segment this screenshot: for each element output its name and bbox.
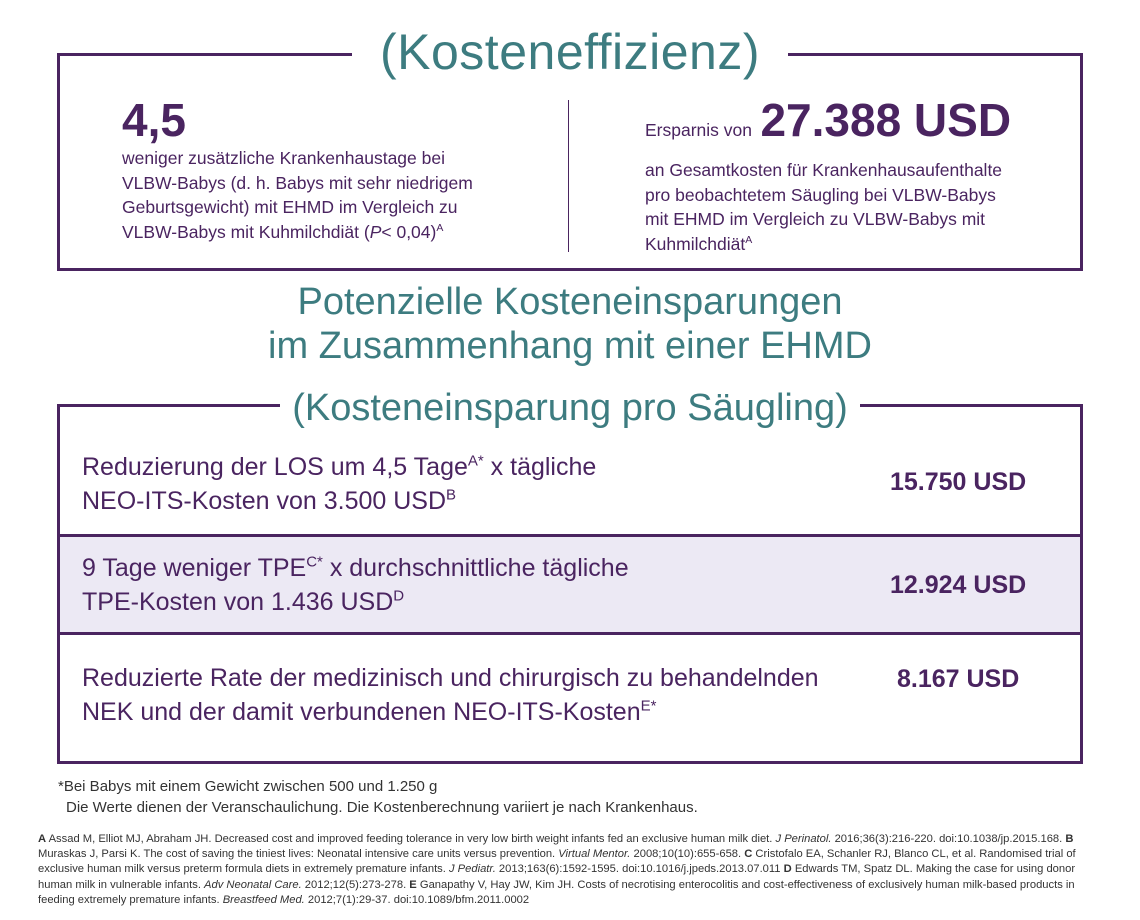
savings-row-los (60, 434, 1080, 534)
vertical-divider (568, 100, 569, 252)
weight-footnote: *Bei Babys mit einem Gewicht zwischen 500 und 1.250 g Die Werte dienen der Veranschaulichung. Die Kostenberechnung variiert je nach Krankenhaus. (58, 778, 698, 816)
stat-savings (645, 94, 1065, 256)
stat-hospital-days-number: 4,5 (122, 94, 186, 146)
stat-savings-description: an Gesamtkosten für Krankenhausaufenthalte pro beobachtetem Säugling bei VLBW-Babys mit EHMD im Vergleich zu VLBW-Babys mit Kuhmilchdiät$^A$ (645, 160, 1003, 254)
stat-savings-number: 27.388 USD (760, 94, 1012, 146)
savings-row-tpe (60, 537, 1080, 632)
savings-row-value: 8.167 USD (897, 665, 1020, 693)
stat-savings-prefix: Ersparnis von (645, 120, 752, 140)
savings-row-nek (60, 635, 1080, 761)
savings-row-label: 9 Tage weniger $TPE^{C*}$ x durchschnittliche tägliche TPE-Kosten von 1.436 $USD^D$ (82, 553, 629, 616)
savings-row-label: Reduzierte Rate der medizinisch und chirurgisch zu behandelnden NEK und der damit verbundenen NEO-ITS-Kosten$^{E*}$ (82, 664, 819, 726)
savings-row-label: Reduzierung der LOS um 4,5 Tage$^{A*}$ x tägliche NEO-ITS-Kosten von 3.500 $USD^B$ (82, 452, 597, 515)
savings-per-infant-title: (Kosteneinsparung pro Säugling) (280, 384, 860, 432)
stat-hospital-days (122, 94, 542, 244)
stat-hospital-days-description: weniger zusätzliche Krankenhaustage bei VLBW-Babys (d. h. Babys mit sehr niedrigem Geburtsgewicht) mit EHMD im Vergleich zu VLBW-Babys mit Kuhmilchdiät (P< 0,04)$^A$ (122, 148, 473, 242)
references: A Assad M, Elliot MJ, Abraham JH. Decreased cost and improved feeding tolerance in very low birth weight infants fed an exclusive human milk diet. J Perinatol. 2016;36(3):216-220. doi:10.1038/jp.2015.168. B Muraskas J, Parsi K. The cost of saving the tiniest lives: Neonatal intensive care units versus prevention. Virtual Mentor. 2008;10(10):655-658. C Cristofalo EA, Schanler RJ, Blanco CL, et al. Randomised trial of exclusive human milk versus preterm formula diets in extremely premature infants. J Pediatr. 2013;163(6):1592-1595. doi:10.1016/j.jpeds.2013.07.011 D Edwards TM, Spatz DL. Making the case for using donor human milk in vulnerable infants. Adv Neonatal Care. 2012;12(5):273-278. E Ganapathy V, Hay JW, Kim JH. Costs of necrotising enterocolitis and cost-effectiveness of exclusively human milk-based products in feeding extremely premature infants. Breastfeed Med. 2012;7(1):29-37. doi:10.1089/bfm.2011.0002 (38, 833, 1076, 906)
cost-efficiency-title: (Kosteneffizienz) (352, 14, 788, 90)
savings-row-value: 15.750 USD (890, 468, 1027, 496)
potential-savings-heading: Potenzielle Kosteneinsparungen im Zusammenhang mit einer EHMD (268, 281, 872, 367)
savings-row-value: 12.924 USD (890, 571, 1027, 599)
